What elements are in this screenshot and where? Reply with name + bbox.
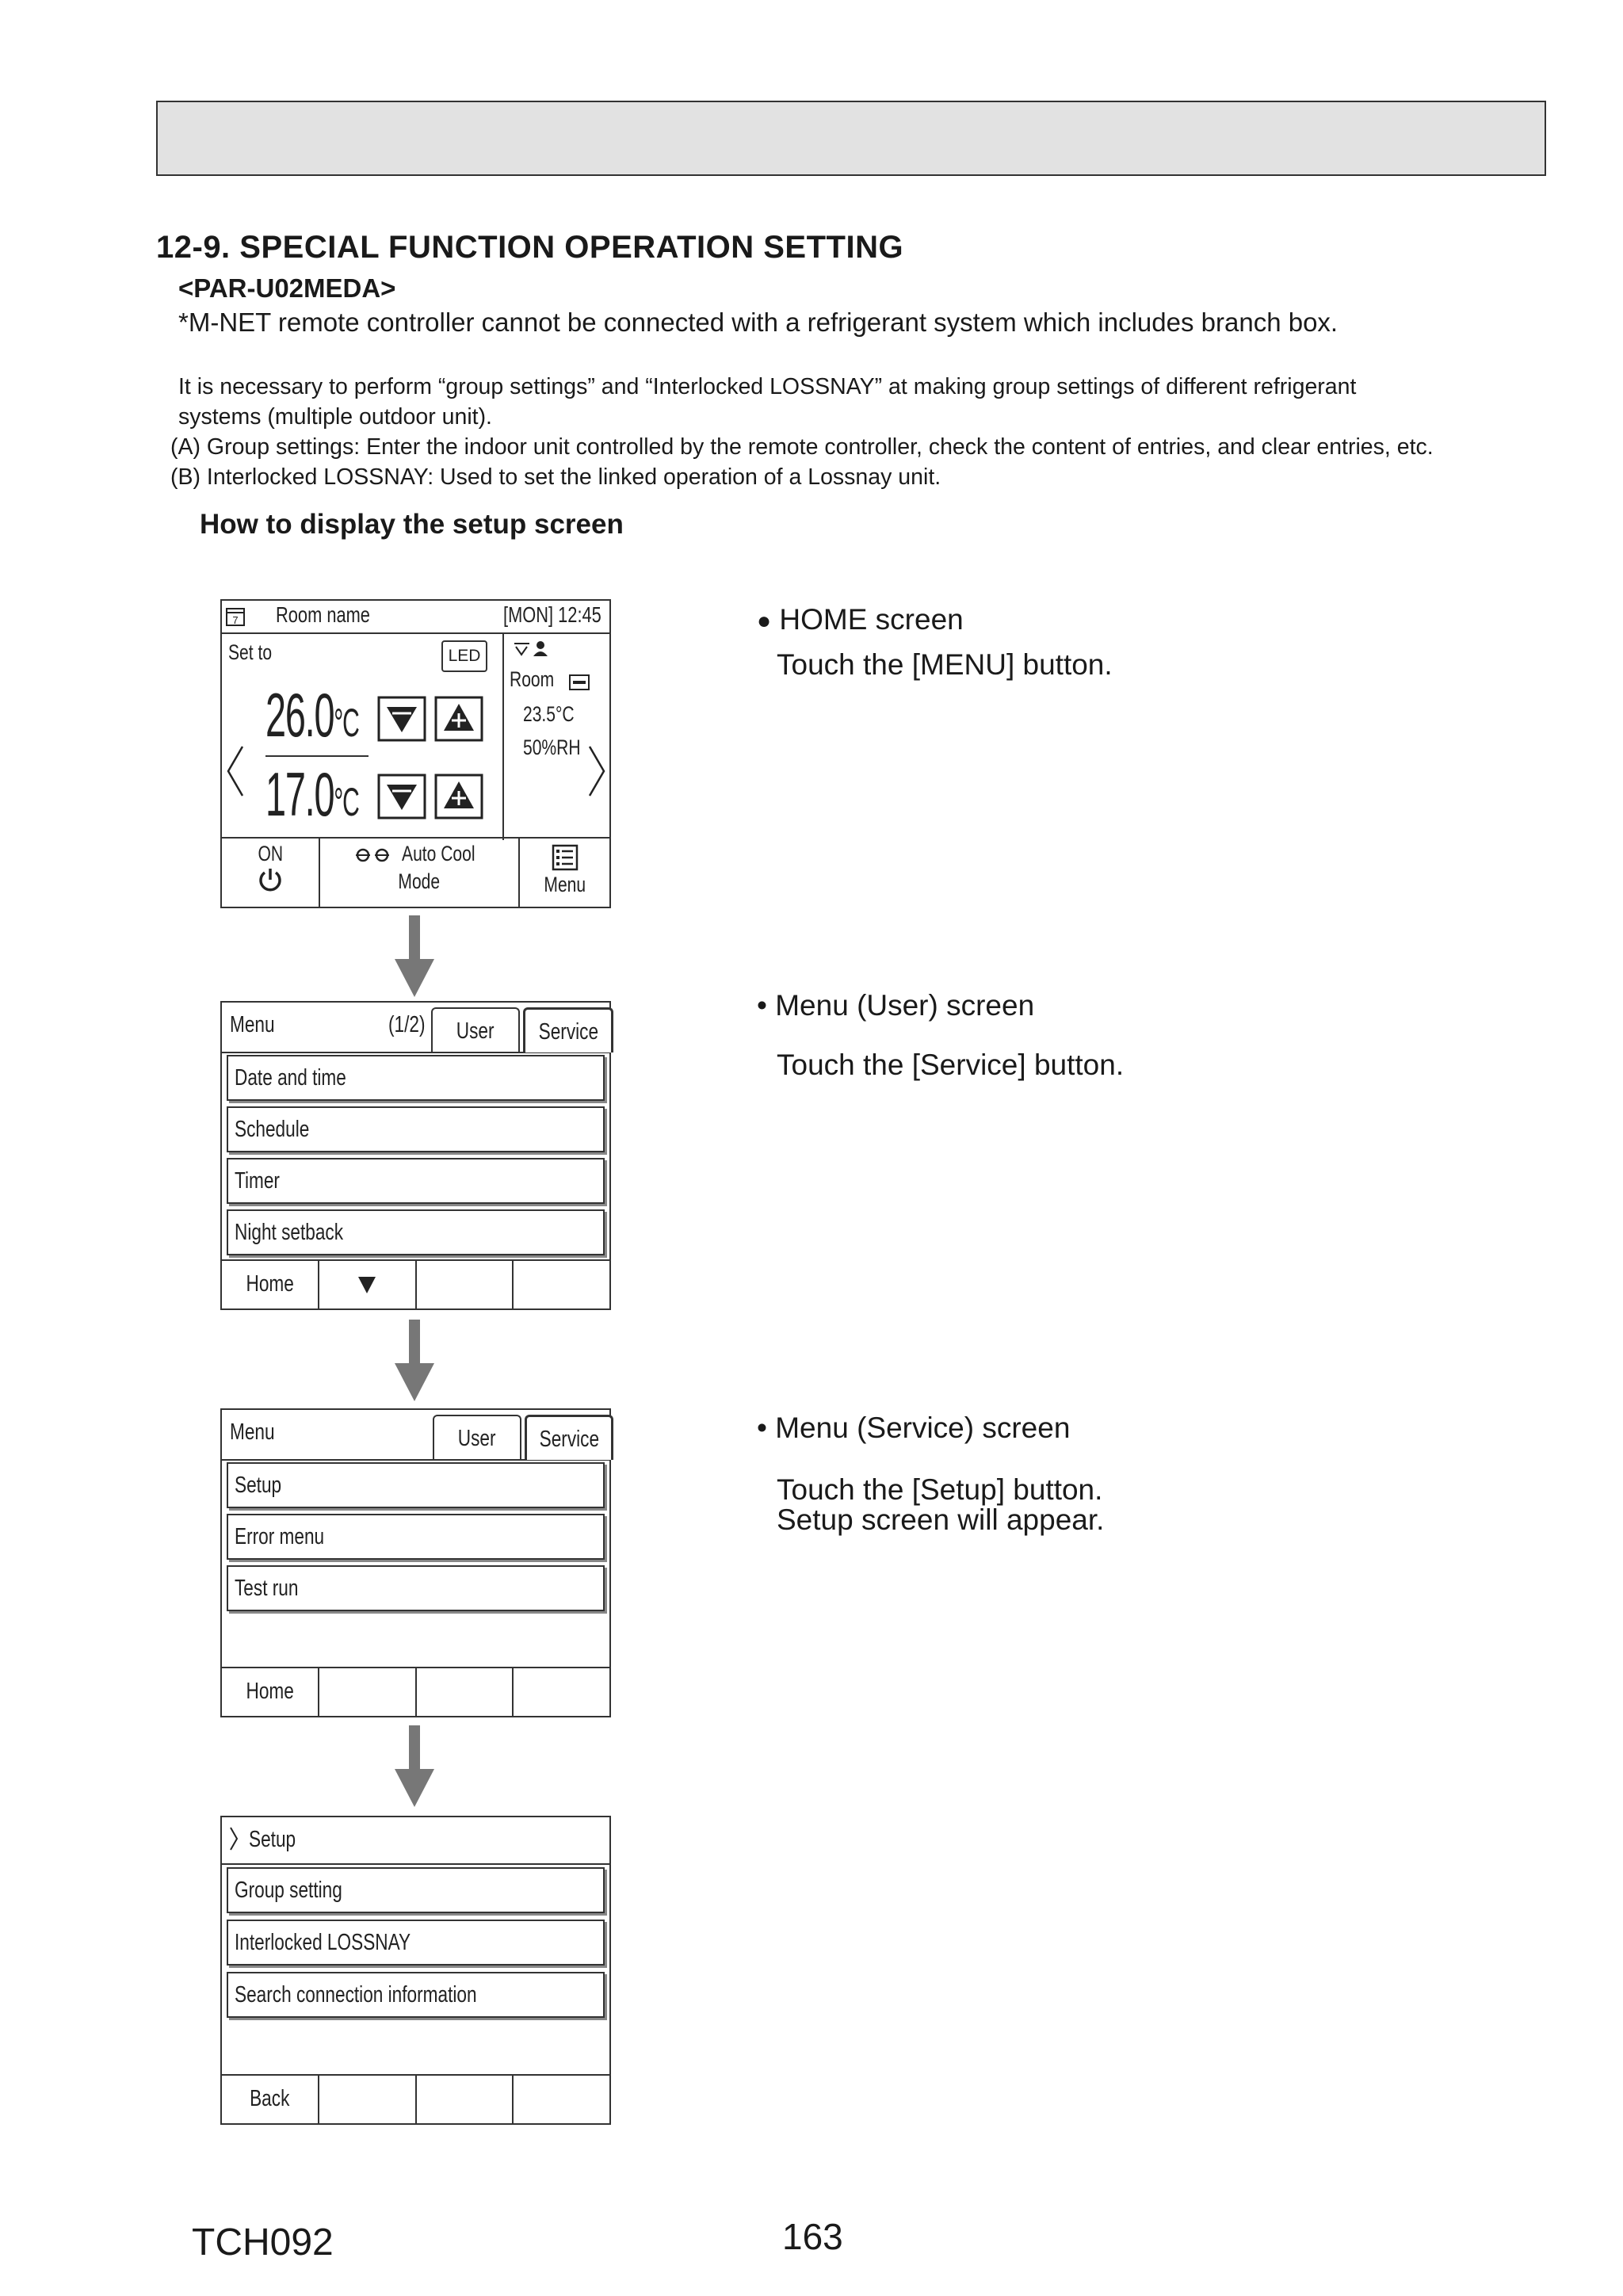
set-to-label: Set to bbox=[228, 640, 273, 664]
home-instruction-title: ● HOME screen bbox=[757, 603, 964, 636]
triangle-down-icon bbox=[357, 1274, 377, 1295]
section-title: 12-9. SPECIAL FUNCTION OPERATION SETTING bbox=[156, 230, 904, 265]
page-down-button[interactable] bbox=[319, 1261, 417, 1308]
upper-temp-value: 26.0 bbox=[265, 680, 334, 750]
sensor-icon bbox=[568, 674, 590, 691]
intro-line-4: (B) Interlocked LOSSNAY: Used to set the linked operation of a Lossnay unit. bbox=[170, 464, 941, 490]
menu-list-icon bbox=[551, 843, 579, 872]
lower-temp-value: 17.0 bbox=[265, 759, 334, 829]
empty-button-1[interactable] bbox=[417, 1261, 514, 1308]
tab-user[interactable]: User bbox=[431, 1007, 520, 1052]
right-arrow-icon[interactable] bbox=[586, 743, 607, 799]
mode-value: Auto Cool bbox=[401, 842, 475, 865]
upper-down-button[interactable] bbox=[377, 696, 426, 742]
home-button-2[interactable]: Home bbox=[222, 1668, 319, 1716]
room-label: Room bbox=[510, 667, 555, 691]
flow-arrow-3 bbox=[395, 1725, 434, 1809]
led-button[interactable]: LED bbox=[441, 640, 487, 672]
menu-item-test-run[interactable]: Test run bbox=[227, 1565, 605, 1611]
on-off-button[interactable] bbox=[222, 839, 320, 907]
user-instruction-action: Touch the [Service] button. bbox=[777, 1049, 1125, 1081]
tab-service-2[interactable]: Service bbox=[525, 1415, 613, 1460]
svg-text:7: 7 bbox=[232, 614, 239, 626]
ventilation-icon bbox=[512, 639, 553, 659]
menu-user-screen bbox=[220, 1001, 611, 1310]
menu-label: Menu bbox=[544, 873, 586, 896]
lower-up-button[interactable] bbox=[434, 774, 483, 819]
power-icon bbox=[257, 866, 284, 893]
menu-item-schedule[interactable]: Schedule bbox=[227, 1106, 605, 1152]
bullet-icon: ● bbox=[757, 608, 772, 635]
back-button[interactable]: Back bbox=[222, 2076, 319, 2123]
subheading: How to display the setup screen bbox=[200, 509, 624, 540]
service-instruction-title: • Menu (Service) screen bbox=[757, 1412, 1071, 1444]
tab-service[interactable]: Service bbox=[523, 1007, 613, 1052]
home-top-bar bbox=[222, 601, 609, 634]
service-instruction-action-2: Setup screen will appear. bbox=[777, 1503, 1105, 1536]
menu-button[interactable] bbox=[520, 839, 609, 907]
empty-button-2[interactable] bbox=[514, 1261, 609, 1308]
connection-note: *M-NET remote controller cannot be connected with a refrigerant system which includes branch box. bbox=[178, 308, 1338, 337]
menu-item-night-setback[interactable]: Night setback bbox=[227, 1209, 605, 1255]
flow-arrow-1 bbox=[395, 915, 434, 999]
empty-button-4[interactable] bbox=[417, 1668, 514, 1716]
empty-button-7[interactable] bbox=[417, 2076, 514, 2123]
menu-user-title: Menu bbox=[230, 1012, 275, 1037]
model-name: <PAR-U02MEDA> bbox=[178, 273, 396, 303]
home-button[interactable]: Home bbox=[222, 1261, 319, 1308]
menu-item-timer[interactable]: Timer bbox=[227, 1158, 605, 1204]
header-band bbox=[156, 101, 1546, 176]
home-screen bbox=[220, 599, 611, 908]
menu-service-title: Menu bbox=[230, 1419, 275, 1445]
setup-bottom-bar bbox=[222, 2074, 609, 2123]
empty-button-8[interactable] bbox=[514, 2076, 609, 2123]
upper-up-button[interactable] bbox=[434, 696, 483, 742]
mode-button[interactable] bbox=[320, 839, 520, 907]
date-time: [MON] 12:45 bbox=[503, 602, 601, 627]
menu-item-search-connection[interactable]: Search connection information bbox=[227, 1972, 605, 2018]
lower-down-button[interactable] bbox=[377, 774, 426, 819]
menu-item-date-time[interactable]: Date and time bbox=[227, 1055, 605, 1101]
calendar-icon bbox=[225, 606, 247, 628]
setpoint-divider bbox=[265, 755, 369, 757]
menu-item-interlocked-lossnay[interactable]: Interlocked LOSSNAY bbox=[227, 1920, 605, 1966]
menu-service-bottom-bar bbox=[222, 1667, 609, 1716]
room-humidity: 50%RH bbox=[523, 735, 581, 759]
empty-button-3[interactable] bbox=[319, 1668, 417, 1716]
home-bottom-bar bbox=[222, 837, 609, 907]
intro-line-1: It is necessary to perform “group settings” and “Interlocked LOSSNAY” at making group settings of different refrigerant bbox=[178, 374, 1357, 399]
room-name: Room name bbox=[276, 602, 370, 627]
setup-title: Setup bbox=[249, 1827, 296, 1852]
breadcrumb-chevron-icon bbox=[228, 1825, 239, 1852]
intro-line-2: systems (multiple outdoor unit). bbox=[178, 404, 492, 430]
user-instruction-title: • Menu (User) screen bbox=[757, 989, 1035, 1022]
upper-temp-unit: °C bbox=[334, 701, 359, 745]
menu-user-page: (1/2) bbox=[388, 1012, 426, 1037]
setup-screen bbox=[220, 1816, 611, 2125]
mode-label: Mode bbox=[398, 869, 441, 893]
menu-user-bottom-bar bbox=[222, 1259, 609, 1308]
on-label: ON bbox=[258, 842, 283, 865]
service-instruction-action-1: Touch the [Setup] button. bbox=[777, 1473, 1103, 1506]
menu-item-group-setting[interactable]: Group setting bbox=[227, 1867, 605, 1913]
document-code: TCH092 bbox=[192, 2222, 334, 2264]
info-divider bbox=[502, 632, 504, 840]
lower-temp-unit: °C bbox=[334, 780, 359, 824]
intro-line-3: (A) Group settings: Enter the indoor unit controlled by the remote controller, check the content of entries, and clear entries, etc. bbox=[170, 434, 1434, 460]
menu-item-error-menu[interactable]: Error menu bbox=[227, 1514, 605, 1560]
home-instruction-action: Touch the [MENU] button. bbox=[777, 648, 1113, 681]
menu-item-setup[interactable]: Setup bbox=[227, 1462, 605, 1508]
tab-user-2[interactable]: User bbox=[433, 1415, 521, 1459]
menu-service-screen bbox=[220, 1408, 611, 1717]
auto-mode-icon bbox=[353, 846, 391, 864]
flow-arrow-2 bbox=[395, 1320, 434, 1403]
empty-button-5[interactable] bbox=[514, 1668, 609, 1716]
room-temp: 23.5°C bbox=[523, 702, 575, 726]
page-number: 163 bbox=[782, 2216, 843, 2257]
empty-button-6[interactable] bbox=[319, 2076, 417, 2123]
left-arrow-icon[interactable] bbox=[225, 743, 246, 799]
